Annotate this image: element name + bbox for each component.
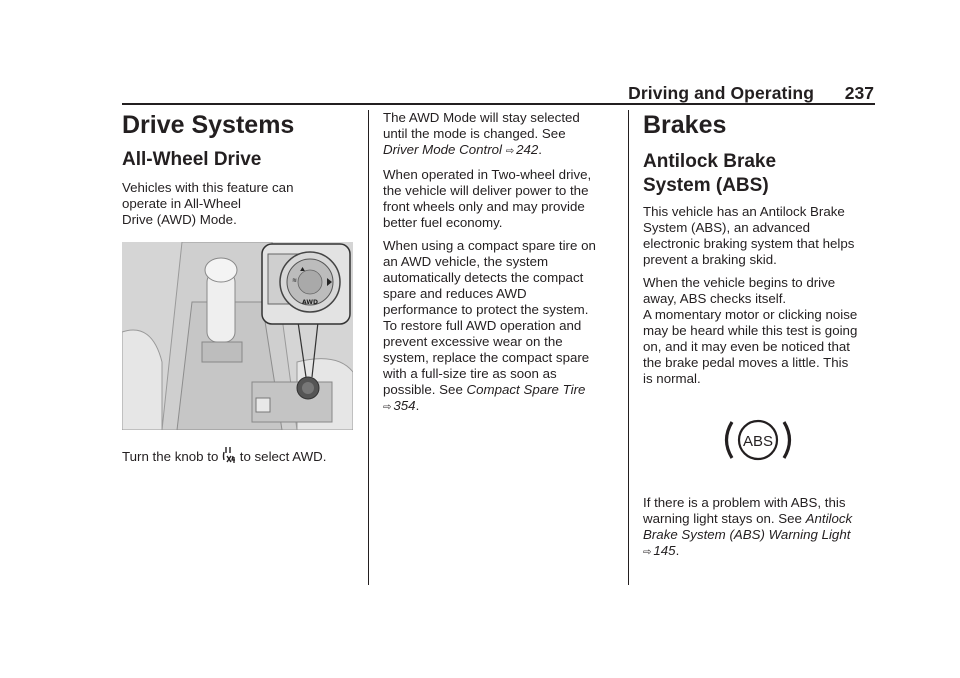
page-ref-arrow-icon: ⇨ <box>505 146 515 157</box>
abs-warning-light-icon <box>718 418 798 462</box>
text-line: When operated in Two-wheel drive, <box>383 167 592 182</box>
text-line: spare and reduces AWD <box>383 286 527 301</box>
heading-line: System (ABS) <box>643 175 769 196</box>
page-header <box>0 83 960 105</box>
column-divider-1 <box>368 110 369 585</box>
heading-line: Antilock Brake <box>643 151 777 172</box>
awd-knob-illustration <box>122 242 353 430</box>
text-line: the vehicle will deliver power to the <box>383 183 589 198</box>
text-line: Drive (AWD) Mode. <box>122 212 237 227</box>
heading-all-wheel-drive: All-Wheel Drive <box>122 149 262 170</box>
awd-paragraph-1: The AWD Mode will stay selected until the mode is changed. See Driver Mode Control ⇨ 242. <box>383 110 623 160</box>
abs-paragraph-1 <box>643 204 883 268</box>
page-number: 237 <box>844 83 874 103</box>
heading-drive-systems: Drive Systems <box>122 111 295 139</box>
text-line: the brake pedal moves a little. This <box>643 355 849 370</box>
abs-symbol <box>718 418 798 462</box>
text-line: prevent excessive wear on the <box>383 334 563 349</box>
text-line: To restore full AWD operation and <box>383 318 582 333</box>
column-divider-2 <box>628 110 629 585</box>
console-drawing <box>122 242 353 430</box>
text-line: until the mode is changed. See <box>383 126 566 141</box>
section-title: Driving and Operating <box>628 83 814 103</box>
link-driver-mode-control[interactable]: Driver Mode Control <box>383 142 502 157</box>
awd-paragraph-3: When using a compact spare tire on an AWD vehicle, the system automatically detects the compact spare and reduces AWD performance to protect the system. To restore full AWD operation and prevent excessive wear on the system, replace the compact spare with a full-size tire as soon as possible. See Compact Spare Tire ⇨ 354. <box>383 238 623 416</box>
column-drive-systems <box>122 110 362 228</box>
text-line: When the vehicle begins to drive <box>643 275 836 290</box>
text-line: Vehicles with this feature can <box>122 180 294 195</box>
text-line: operate in All-Wheel <box>122 196 241 211</box>
page-ref-arrow-icon: ⇨ <box>643 547 652 558</box>
svg-text:⛰: ⛰ <box>300 266 306 273</box>
text-line: away, ABS checks itself. <box>643 291 787 306</box>
text-line: The AWD Mode will stay selected <box>383 110 580 125</box>
column-brakes <box>643 110 883 387</box>
link-abs-warning-light[interactable]: Brake System (ABS) Warning Light <box>643 527 851 542</box>
link-compact-spare-tire[interactable]: Compact Spare Tire <box>466 382 586 397</box>
text-line: automatically detects the compact <box>383 270 584 285</box>
heading-brakes: Brakes <box>643 111 727 139</box>
caption-text-before: Turn the knob to <box>122 449 219 464</box>
text-line: If there is a problem with ABS, this <box>643 495 846 510</box>
text-line: When using a compact spare tire on <box>383 238 596 253</box>
text-line: system, replace the compact spare <box>383 350 590 365</box>
text-line: System (ABS), an advanced <box>643 220 811 235</box>
text-line: electronic braking system that helps <box>643 236 855 251</box>
svg-text:≋: ≋ <box>292 277 298 284</box>
page-ref-number[interactable]: 145 <box>653 543 676 558</box>
header-rule <box>122 103 875 105</box>
abs-paragraph-3: If there is a problem with ABS, this warning light stays on. See Antilock Brake System (ABS) Warning Light ⇨ 145. <box>643 495 883 561</box>
text-line: This vehicle has an Antilock Brake <box>643 204 845 219</box>
awd-caption <box>122 446 362 465</box>
text-line: with a full-size tire as soon as <box>383 366 557 381</box>
text-line: on, and it may even be noticed that <box>643 339 850 354</box>
figure-awd-label: AWD <box>302 299 318 306</box>
text-line: is normal. <box>643 371 701 386</box>
text-line: an AWD vehicle, the system <box>383 254 549 269</box>
text-line: possible. See <box>383 382 463 397</box>
text-line: front wheels only and may provide <box>383 199 585 214</box>
page-ref-arrow-icon: ⇨ <box>383 402 392 413</box>
link-abs-warning-light[interactable]: Antilock <box>805 511 853 526</box>
text-line: performance to protect the system. <box>383 302 589 317</box>
abs-label: ABS <box>742 433 774 450</box>
page-ref-number[interactable]: 242 <box>516 142 539 157</box>
page-ref-number[interactable]: 354 <box>393 398 416 413</box>
heading-abs <box>643 150 883 198</box>
caption-text-after: to select AWD. <box>239 449 327 464</box>
awd-paragraph-2 <box>383 167 623 231</box>
column-awd-details <box>383 110 623 416</box>
text-line: warning light stays on. See <box>643 511 802 526</box>
text-line: A momentary motor or clicking noise <box>643 307 858 322</box>
awd-mode-icon <box>222 446 236 464</box>
text-line: may be heard while this test is going <box>643 323 858 338</box>
abs-paragraph-2 <box>643 275 883 387</box>
text-line: prevent a braking skid. <box>643 252 777 267</box>
awd-intro <box>122 180 362 228</box>
text-line: better fuel economy. <box>383 215 503 230</box>
